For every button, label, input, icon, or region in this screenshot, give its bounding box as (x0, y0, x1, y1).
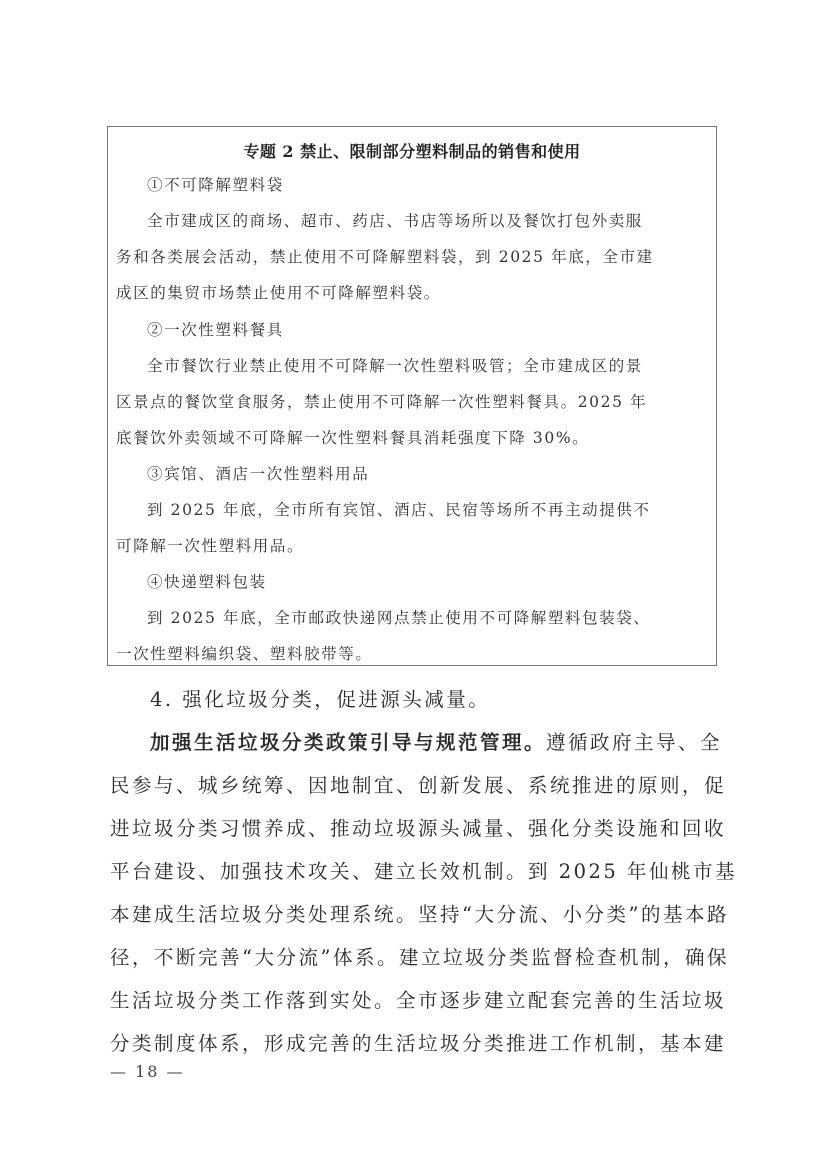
box-text-line: 务和各类展会活动，禁止使用不可降解塑料袋，到 2025 年底，全市建 (116, 248, 654, 266)
box-text-line: 成区的集贸市场禁止使用不可降解塑料袋。 (116, 284, 441, 302)
box-text-line: 底餐饮外卖领域不可降解一次性塑料餐具消耗强度下降 30%。 (116, 429, 590, 447)
box-text-line: 全市餐饮行业禁止使用不可降解一次性塑料吸管；全市建成区的景 (147, 357, 643, 375)
box-text-line: 一次性塑料编织袋、塑料胶带等。 (116, 645, 373, 663)
page-number: — 18 — (110, 1062, 185, 1081)
box-text-line: 可降解一次性塑料用品。 (116, 537, 305, 555)
box-text-line: 全市建成区的商场、超市、药店、书店等场所以及餐饮打包外卖服 (147, 212, 643, 230)
bold-lead: 加强生活垃圾分类政策引导与规范管理。 (150, 731, 547, 754)
topic-box (107, 126, 717, 666)
section-heading: 4. 强化垃圾分类，促进源头减量。 (150, 688, 491, 711)
body-text-line: 加强生活垃圾分类政策引导与规范管理。遵循政府主导、全 (150, 731, 723, 754)
body-text-line: 分类制度体系，形成完善的生活垃圾分类推进工作机制，基本建 (110, 1032, 727, 1055)
body-text-line: 民参与、城乡统筹、因地制宜、创新发展、系统推进的原则，促 (110, 774, 727, 797)
body-text-line: 本建成生活垃圾分类处理系统。坚持“大分流、小分类”的基本路 (110, 903, 729, 926)
subheading-tableware: ②一次性塑料餐具 (147, 321, 284, 339)
subheading-hotel-items: ③宾馆、酒店一次性塑料用品 (147, 465, 370, 483)
body-text-line: 径，不断完善“大分流”体系。建立垃圾分类监督检查机制，确保 (110, 946, 729, 969)
subheading-plastic-bags: ①不可降解塑料袋 (147, 176, 284, 194)
box-text-line: 到 2025 年底，全市邮政快递网点禁止使用不可降解塑料包装袋、 (147, 609, 651, 627)
subheading-express-packaging: ④快递塑料包装 (147, 573, 267, 591)
topic-box-title: 专题 2 禁止、限制部分塑料制品的销售和使用 (243, 142, 581, 161)
body-text-line: 平台建设、加强技术攻关、建立长效机制。到 2025 年仙桃市基 (110, 860, 738, 883)
body-text-line: 生活垃圾分类工作落到实处。全市逐步建立配套完善的生活垃圾 (110, 989, 727, 1012)
box-text-line: 区景点的餐饮堂食服务，禁止使用不可降解一次性塑料餐具。2025 年 (116, 393, 648, 411)
box-text-line: 到 2025 年底，全市所有宾馆、酒店、民宿等场所不再主动提供不 (147, 501, 651, 519)
body-text-line: 进垃圾分类习惯养成、推动垃圾源头减量、强化分类设施和回收 (110, 817, 727, 840)
